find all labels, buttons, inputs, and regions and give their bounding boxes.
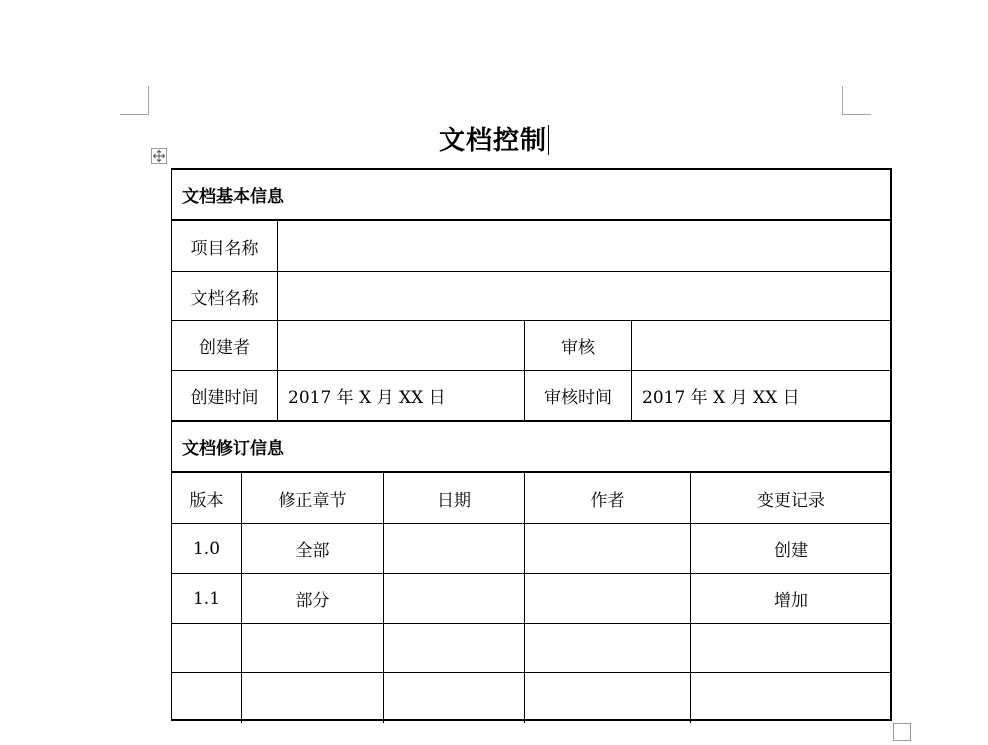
reviewer-label[interactable]: 审核 xyxy=(561,338,595,358)
cell-change-log[interactable] xyxy=(691,624,891,672)
review-time-value[interactable]: 2017 年 X 月 XX 日 xyxy=(642,388,800,408)
cell-version[interactable]: 1.0 xyxy=(192,538,221,559)
column-header-author[interactable]: 作者 xyxy=(590,490,625,511)
revision-info-header[interactable]: 文档修订信息 xyxy=(182,439,284,459)
doc-name-label[interactable]: 文档名称 xyxy=(190,288,259,309)
document-title[interactable]: 文档控制 xyxy=(438,126,547,156)
cell-date[interactable] xyxy=(384,524,524,573)
column-header-version[interactable]: 版本 xyxy=(189,490,224,511)
cell-change-log[interactable] xyxy=(691,673,891,721)
cell-section[interactable] xyxy=(242,673,383,721)
cell-author[interactable] xyxy=(525,574,690,623)
cell-section[interactable]: 全部 xyxy=(295,541,330,561)
cell-section[interactable]: 部分 xyxy=(295,591,330,611)
table-move-handle-icon[interactable] xyxy=(151,148,167,164)
reviewer-value[interactable] xyxy=(632,321,891,370)
created-time-value[interactable]: 2017 年 X 月 XX 日 xyxy=(288,388,446,408)
column-header-section[interactable]: 修正章节 xyxy=(278,490,347,511)
text-cursor xyxy=(548,125,549,155)
cell-change-log[interactable]: 增加 xyxy=(774,591,808,611)
cell-date[interactable] xyxy=(384,624,524,672)
cell-author[interactable] xyxy=(525,673,690,721)
creator-value[interactable] xyxy=(278,321,524,370)
created-time-label[interactable]: 创建时间 xyxy=(190,388,259,408)
column-header-date[interactable]: 日期 xyxy=(437,490,471,511)
review-time-label[interactable]: 审核时间 xyxy=(544,388,612,408)
crop-mark-top-left xyxy=(120,86,149,115)
table-resize-handle[interactable] xyxy=(893,723,911,741)
crop-mark-top-right xyxy=(842,86,871,115)
cell-version[interactable] xyxy=(172,624,241,672)
cell-version[interactable]: 1.1 xyxy=(192,588,221,609)
document-control-table xyxy=(171,168,892,721)
doc-name-value[interactable] xyxy=(278,272,891,320)
cell-change-log[interactable]: 创建 xyxy=(774,541,808,561)
cell-author[interactable] xyxy=(525,624,690,672)
basic-info-header[interactable]: 文档基本信息 xyxy=(182,187,284,207)
project-name-label[interactable]: 项目名称 xyxy=(190,238,259,259)
cell-date[interactable] xyxy=(384,574,524,623)
cell-author[interactable] xyxy=(525,524,690,573)
cell-date[interactable] xyxy=(384,673,524,721)
project-name-value[interactable] xyxy=(278,221,891,271)
column-header-change-log[interactable]: 变更记录 xyxy=(757,490,825,511)
cell-version[interactable] xyxy=(172,673,241,721)
cell-section[interactable] xyxy=(242,624,383,672)
creator-label[interactable]: 创建者 xyxy=(199,338,250,358)
